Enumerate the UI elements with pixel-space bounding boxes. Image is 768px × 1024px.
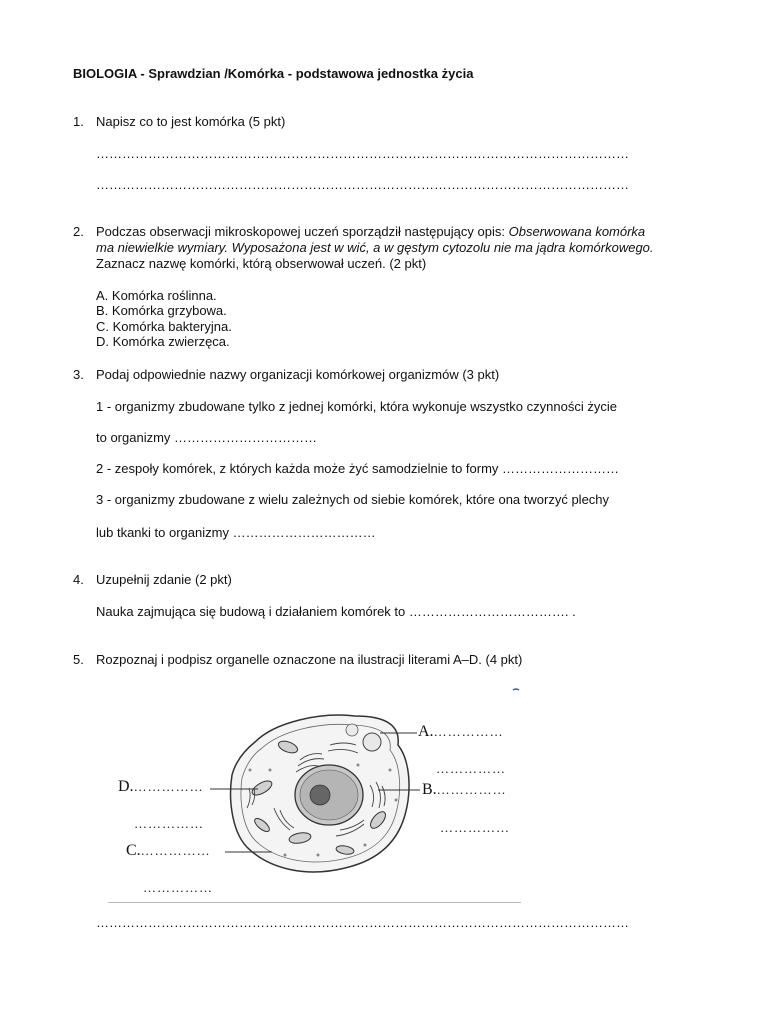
- label-a: [418, 723, 504, 741]
- question-2-lead: Podczas obserwacji mikroskopowej uczeń sporządził następujący opis:: [96, 224, 505, 239]
- nucleolus: [310, 785, 330, 805]
- option-c: C. Komórka bakteryjna.: [96, 319, 232, 334]
- question-1-number: 1.: [73, 114, 84, 129]
- question-3-item-3: 3 - organizmy zbudowane z wielu zależnych od siebie komórek, które ona tworzyć plechy: [96, 492, 610, 507]
- ink-mark-icon: [513, 689, 519, 690]
- question-3-text: Podaj odpowiednie nazwy organizacji komórkowej organizmów (3 pkt): [96, 367, 500, 382]
- question-3-item-1: 1 - organizmy zbudowane tylko z jednej komórki, która wykonuje wszystko czynności życie: [96, 399, 617, 414]
- question-3-number: 3.: [73, 367, 84, 382]
- question-2-number: 2.: [73, 224, 84, 239]
- question-5-text: Rozpoznaj i podpisz organelle oznaczone na ilustracji literami A–D. (4 pkt): [96, 652, 523, 667]
- option-a: A. Komórka roślinna.: [96, 288, 217, 303]
- label-c: [126, 842, 211, 860]
- label-c-letter: C.: [126, 842, 141, 859]
- question-2-instruction: Zaznacz nazwę komórki, którą obserwował uczeń. (2 pkt): [96, 256, 427, 271]
- label-a-letter: A.: [418, 723, 434, 740]
- question-2-quote-start: Obserwowana komórka: [508, 224, 646, 239]
- cell-membrane: [231, 715, 409, 872]
- option-d: D. Komórka zwierzęca.: [96, 334, 230, 349]
- answer-line: ……………………………………………………………………………………………………………: [96, 177, 629, 192]
- question-1-text: Napisz co to jest komórka (5 pkt): [96, 114, 286, 129]
- label-b-extra-dots: ……………: [440, 820, 510, 835]
- question-2-text: [96, 224, 645, 239]
- question-4-number: 4.: [73, 572, 84, 587]
- question-3-item-2: 2 - zespoły komórek, z których każda może żyć samodzielnie to formy ………………………: [96, 461, 620, 476]
- label-d: [118, 778, 204, 796]
- question-4-sentence: Nauka zajmująca się budową i działaniem komórek to ………………………………. .: [96, 604, 576, 619]
- question-4-text: Uzupełnij zdanie (2 pkt): [96, 572, 232, 587]
- page-title: BIOLOGIA - Sprawdzian /Komórka - podstawowa jednostka życia: [73, 66, 474, 81]
- label-a-dots: ……………: [433, 724, 504, 739]
- label-d-dots: ……………: [133, 779, 204, 794]
- question-2-quote-end: ma niewielkie wymiary. Wyposażona jest w wić, a w gęstym cytozolu nie ma jądra komórkowego.: [96, 240, 654, 255]
- label-b-letter: B.: [422, 781, 437, 798]
- vacuole: [363, 733, 381, 751]
- question-5-number: 5.: [73, 652, 84, 667]
- option-b: B. Komórka grzybowa.: [96, 303, 227, 318]
- answer-line: ……………………………………………………………………………………………………………: [96, 146, 629, 161]
- answer-line: ……………………………………………………………………………………………………………: [96, 915, 629, 930]
- divider: [108, 902, 521, 903]
- label-b-dots: ……………: [436, 782, 507, 797]
- label-d-extra-dots: ……………: [134, 816, 204, 831]
- label-c-dots: ……………: [140, 843, 211, 858]
- question-3-item-3-answer: lub tkanki to organizmy ……………………………: [96, 525, 376, 540]
- nucleus: [295, 765, 363, 825]
- label-c-extra-dots: ……………: [143, 880, 213, 895]
- label-d-letter: D.: [118, 778, 134, 795]
- label-a-extra-dots: ……………: [436, 761, 506, 776]
- label-b: [422, 781, 507, 799]
- question-3-item-1-answer: to organizmy ……………………………: [96, 430, 318, 445]
